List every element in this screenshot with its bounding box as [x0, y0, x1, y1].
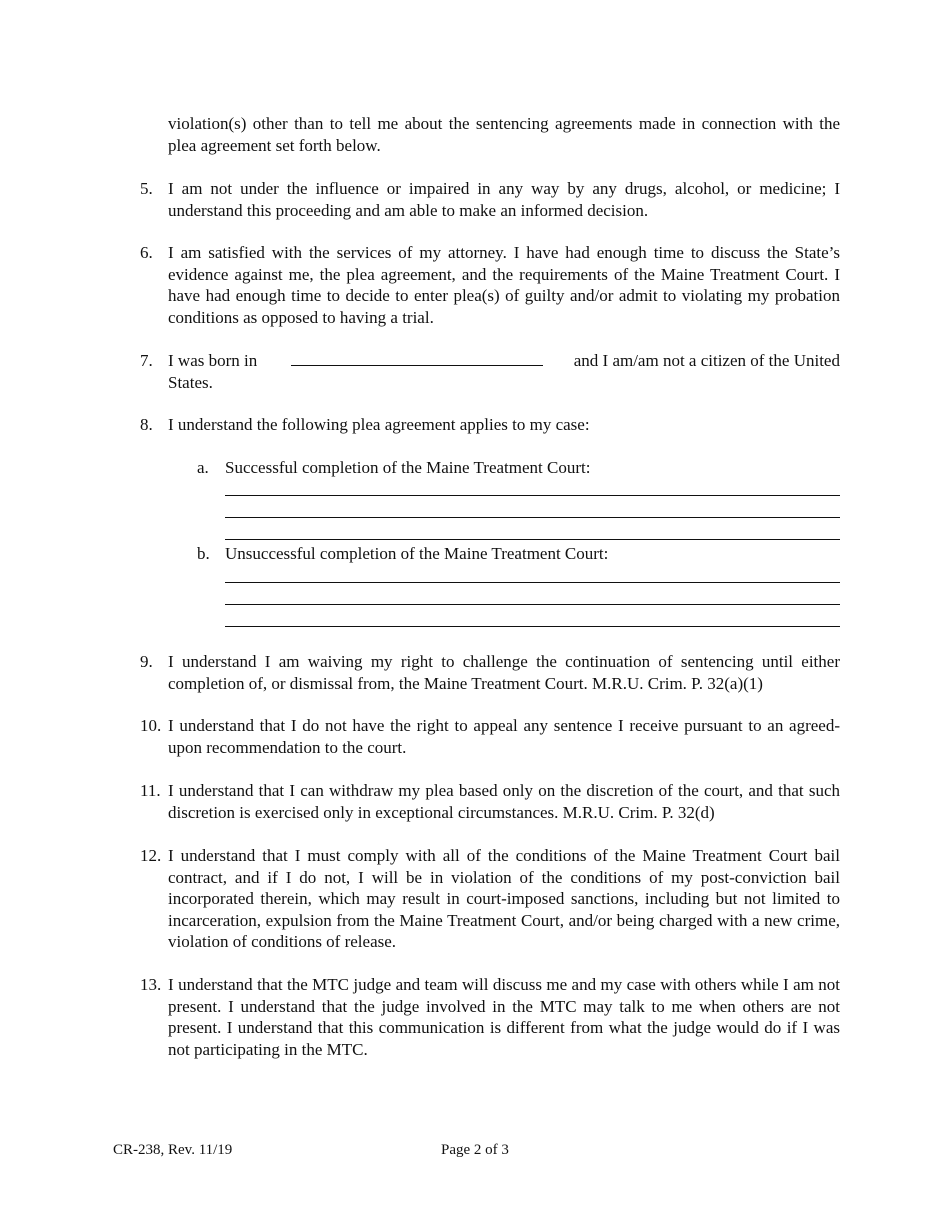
item-number: 9. — [140, 652, 153, 671]
list-item-5 — [140, 178, 840, 221]
item-text: I understand I am waiving my right to challenge the continuation of sentencing until either completion of, or dismissal from, the Maine Treatment Court. M.R.U. Crim. P. 32(a)(1) — [168, 652, 840, 693]
citizenship-text: and I am/am not a citizen of the United — [573, 351, 840, 370]
item-number: 8. — [140, 415, 153, 434]
page-number: Page 2 of 3 — [441, 1142, 509, 1158]
item-text: I understand that I must comply with all of the conditions of the Maine Treatment Court bail contract, and if I do not, I will be in violation of the conditions of my post-conviction bail incorporated therein, which may result in court-imposed sanctions, including but not limited to incarceration, expulsion from the Maine Treatment Court, and/or being charged with a new crime, violation of conditions of release. — [168, 846, 840, 951]
list-item-10 — [140, 715, 840, 758]
item-number: 6. — [140, 243, 153, 262]
list-item-12 — [140, 845, 840, 953]
list-item-7 — [140, 350, 840, 393]
blank-line[interactable] — [225, 626, 840, 627]
item-number: 12. — [140, 846, 162, 865]
birthplace-blank[interactable] — [291, 350, 543, 366]
item-text: I understand that I do not have the right to appeal any sentence I receive pursuant to an agreed-upon recommendation to the court. — [168, 716, 840, 757]
blank-line[interactable] — [225, 604, 840, 605]
sub-item-text: Successful completion of the Maine Treatment Court: — [225, 458, 591, 477]
list-item-9 — [140, 651, 840, 694]
birthplace-label: I was born in — [168, 351, 258, 370]
item-text: I am satisfied with the services of my attorney. I have had enough time to discuss the State’s evidence against me, the plea agreement, and the requirements of the Maine Treatment Court. I have had enough time to decide to enter plea(s) of guilty and/or admit to violating my probation conditions as opposed to having a trial. — [168, 243, 840, 327]
item-text — [168, 350, 840, 393]
sub-item-a — [197, 457, 840, 479]
item-text: I understand the following plea agreement applies to my case: — [168, 415, 590, 434]
item-number: 13. — [140, 975, 162, 994]
sub-item-b — [197, 543, 840, 565]
item-number: 5. — [140, 179, 153, 198]
sub-item-letter: b. — [197, 544, 210, 563]
list-item-13 — [140, 974, 840, 1060]
sub-item-letter: a. — [197, 458, 209, 477]
blank-line[interactable] — [225, 539, 840, 540]
item-text: I understand that I can withdraw my plea based only on the discretion of the court, and that such discretion is exercised only in exceptional circumstances. M.R.U. Crim. P. 32(d) — [168, 781, 840, 822]
list-item-8 — [140, 414, 840, 436]
citizenship-text-end: States. — [168, 372, 213, 392]
item-text: I understand that the MTC judge and team will discuss me and my case with others while I am not present. I understand that the judge involved in the MTC may talk to me when others are not present. I understand that this communication is different from what the judge would do if I was not participating in the MTC. — [168, 975, 840, 1059]
item-text: I am not under the influence or impaired in any way by any drugs, alcohol, or medicine; I understand this proceeding and am able to make an informed decision. — [168, 179, 840, 220]
blank-line[interactable] — [225, 582, 840, 583]
blank-line[interactable] — [225, 495, 840, 496]
continuation-paragraph: violation(s) other than to tell me about the sentencing agreements made in connection with the plea agreement set forth below. — [168, 114, 840, 155]
item-number: 7. — [140, 351, 153, 370]
form-id: CR-238, Rev. 11/19 — [113, 1142, 233, 1158]
list-item-11 — [140, 780, 840, 823]
list-item-6 — [140, 242, 840, 328]
sub-item-text: Unsuccessful completion of the Maine Treatment Court: — [225, 544, 609, 563]
item-number: 11. — [140, 781, 161, 800]
item-number: 10. — [140, 716, 162, 735]
blank-line[interactable] — [225, 517, 840, 518]
